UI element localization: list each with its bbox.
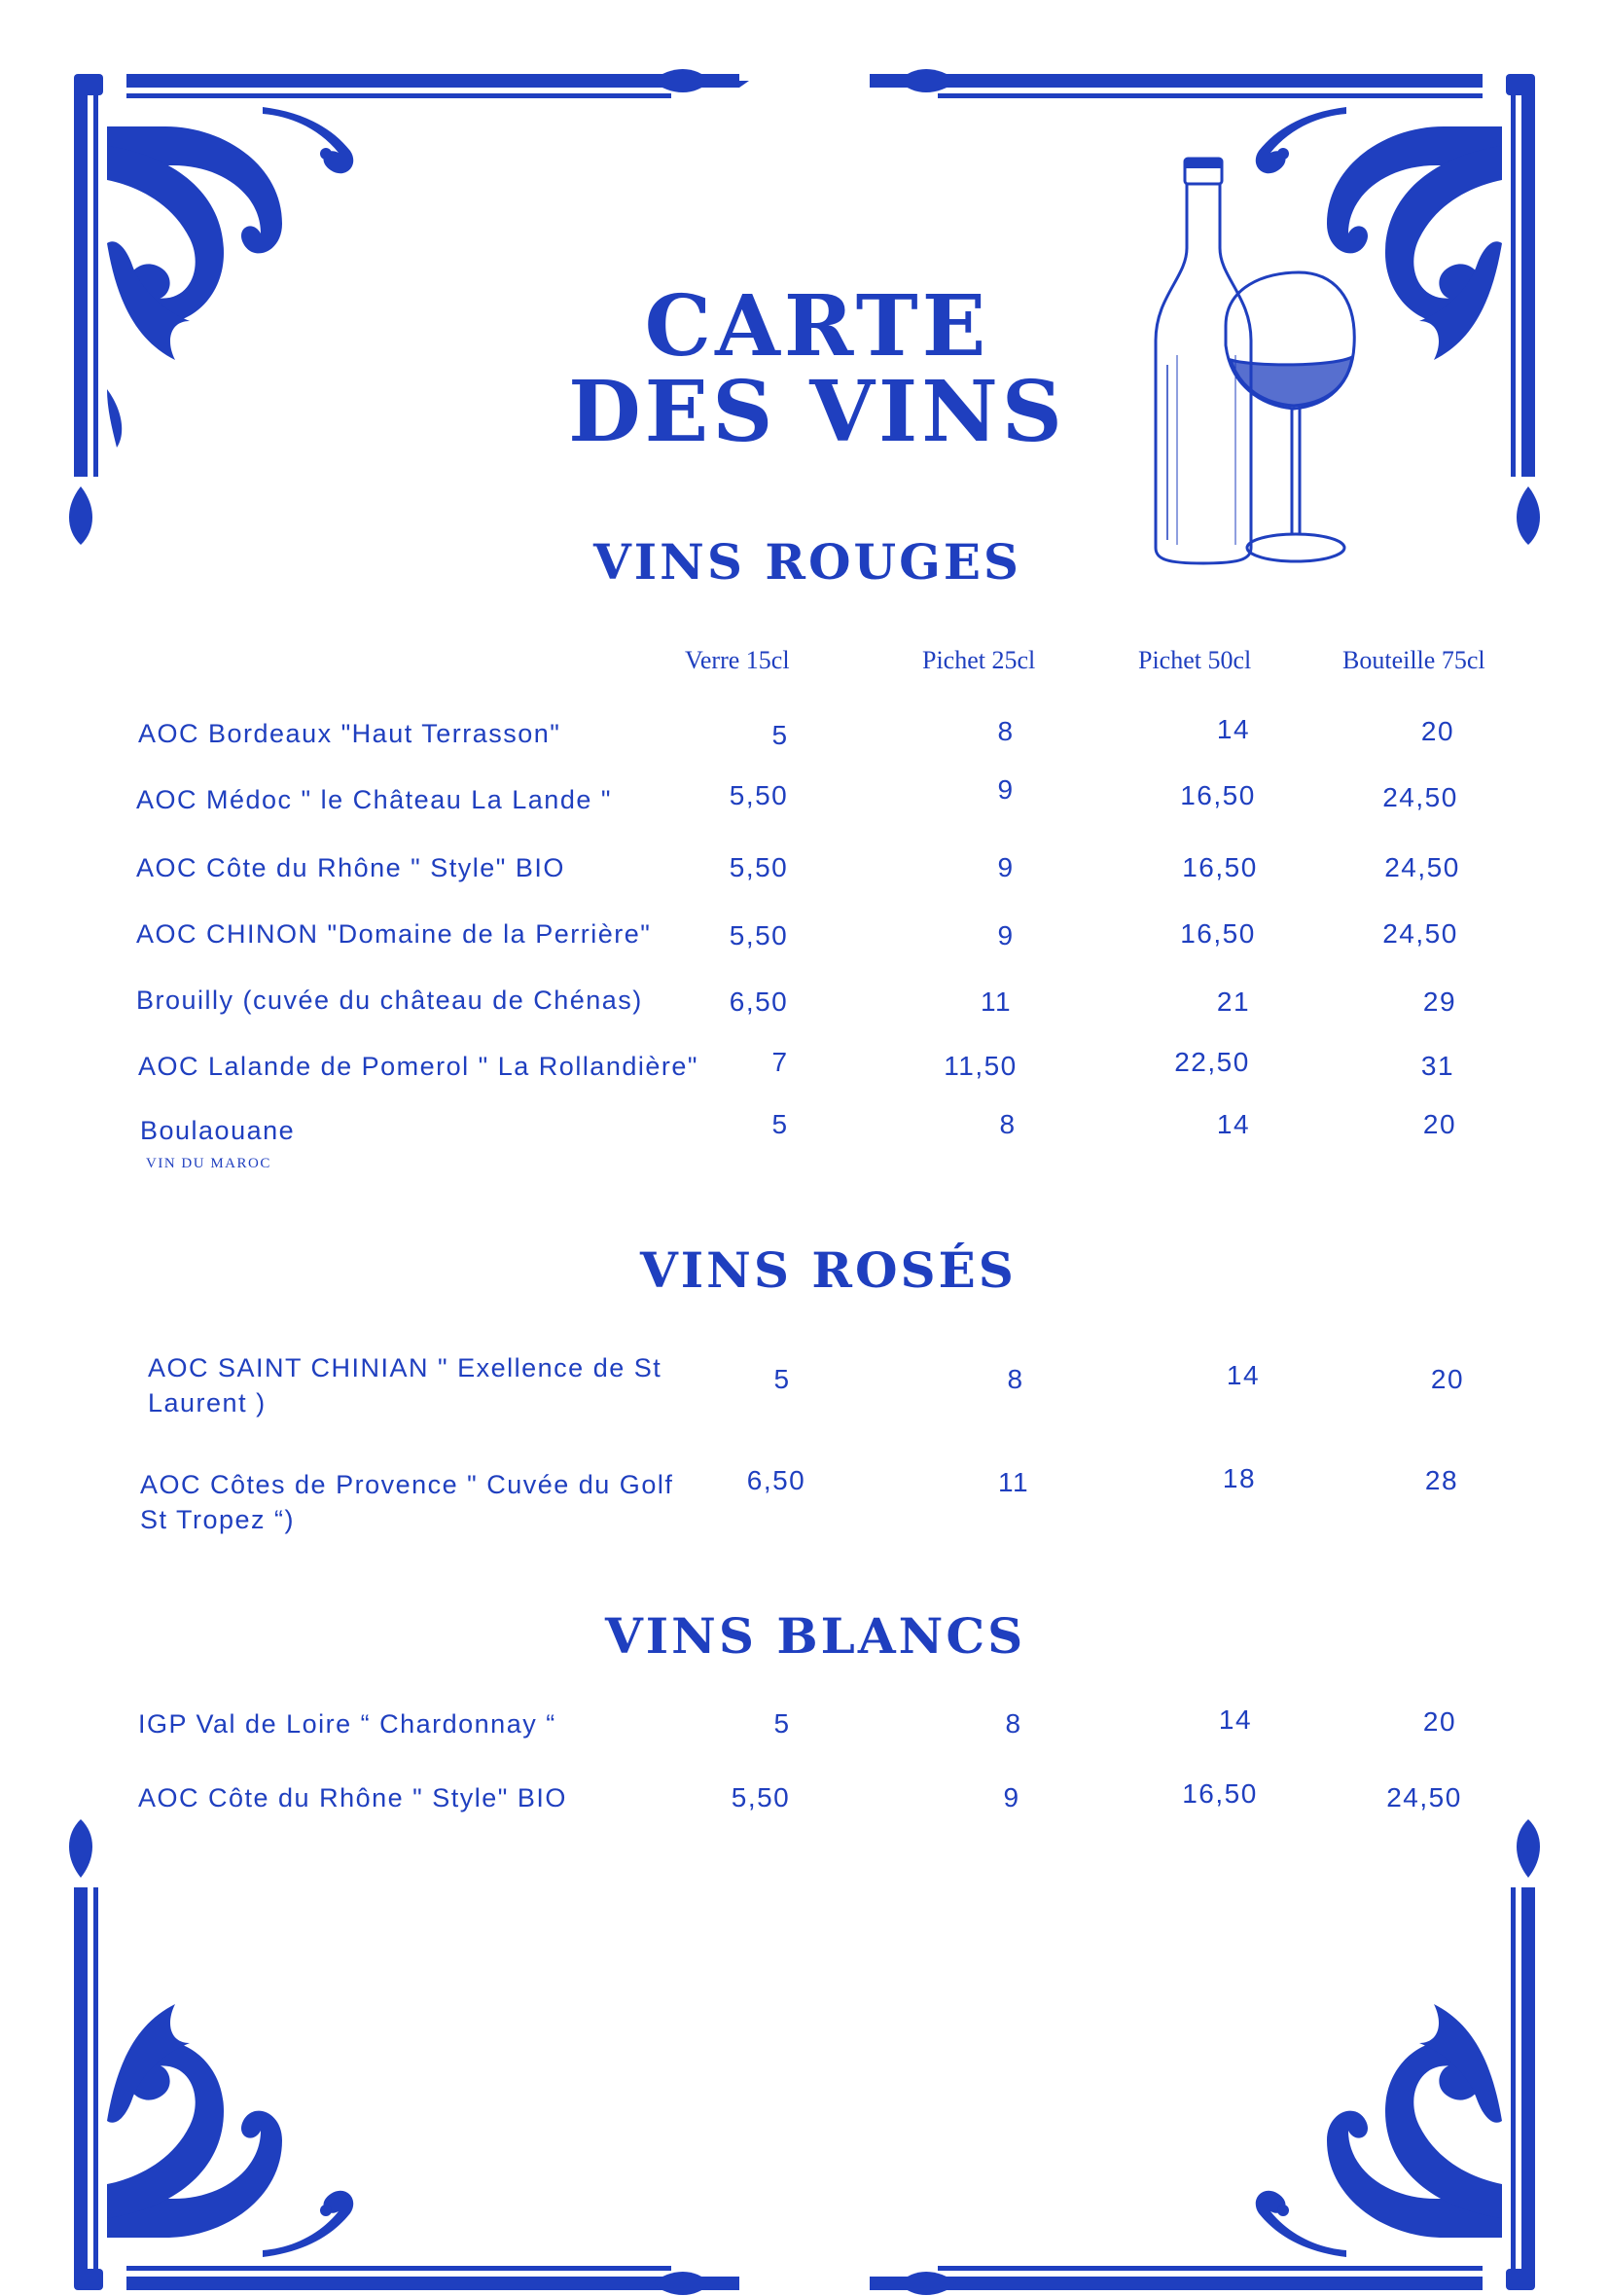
price-verre: 6,50	[729, 987, 789, 1017]
corner-ornament-bottom-right	[860, 1810, 1541, 2296]
corner-ornament-bottom-left	[68, 1810, 749, 2296]
wine-name: Boulaouane	[140, 1116, 296, 1145]
wine-row	[0, 916, 1609, 985]
price-pichet-25: 8	[999, 1109, 1017, 1139]
price-pichet-25: 11	[997, 1467, 1030, 1497]
price-pichet-25: 9	[997, 774, 1015, 805]
price-pichet-25: 9	[997, 852, 1015, 882]
wine-name: Brouilly (cuvée du château de Chénas)	[136, 986, 643, 1015]
wine-name: AOC Côtes de Provence " Cuvée du Golf St Tropez “)	[140, 1470, 674, 1534]
wine-name: AOC Lalande de Pomerol " La Rollandière"	[138, 1052, 698, 1081]
price-pichet-25: 11,50	[944, 1051, 1018, 1081]
wine-origin-note: VIN DU MAROC	[146, 1156, 271, 1171]
price-verre: 5,50	[729, 852, 789, 882]
price-bouteille: 24,50	[1384, 852, 1460, 882]
price-bouteille: 24,50	[1382, 918, 1458, 949]
price-pichet-50: 16,50	[1180, 780, 1256, 810]
wine-row	[0, 1706, 1609, 1775]
price-bouteille: 28	[1424, 1465, 1459, 1495]
wine-row	[0, 1350, 1609, 1428]
price-verre: 5	[771, 720, 789, 750]
price-verre: 5	[773, 1708, 791, 1739]
wine-name: AOC Médoc " le Château La Lande "	[136, 785, 612, 814]
price-pichet-50: 16,50	[1182, 852, 1258, 882]
ornament-icon	[68, 1810, 749, 2296]
wine-name: AOC Bordeaux "Haut Terrasson"	[138, 719, 561, 748]
column-header-verre: Verre 15cl	[685, 646, 790, 674]
price-pichet-25: 11	[980, 987, 1013, 1017]
price-pichet-25: 8	[997, 716, 1015, 746]
wine-row	[0, 983, 1609, 1051]
price-pichet-50: 21	[1216, 987, 1251, 1017]
price-pichet-50: 14	[1216, 1109, 1251, 1139]
price-bouteille: 20	[1430, 1364, 1465, 1394]
page-title-line-2: DES VINS	[568, 363, 1066, 461]
price-bouteille: 29	[1422, 987, 1457, 1017]
wine-row	[0, 1109, 1609, 1181]
page-title	[545, 277, 1090, 461]
price-verre: 7	[771, 1047, 789, 1077]
wine-name: AOC Côte du Rhône " Style" BIO	[138, 1783, 567, 1812]
wine-row	[0, 716, 1609, 784]
price-bouteille: 20	[1422, 1109, 1457, 1139]
price-pichet-50: 14	[1216, 714, 1251, 744]
price-bouteille: 20	[1422, 1706, 1457, 1737]
wine-row	[0, 1780, 1609, 1848]
price-bouteille: 31	[1420, 1051, 1455, 1081]
section-title-rouges: VINS ROUGES	[593, 533, 1022, 591]
ornament-icon	[860, 1810, 1541, 2296]
wine-bottle-and-glass-illustration	[1138, 151, 1362, 579]
price-pichet-25: 8	[1007, 1364, 1024, 1394]
column-header-bouteille: Bouteille 75cl	[1342, 646, 1485, 674]
price-bouteille: 24,50	[1382, 782, 1458, 812]
price-pichet-50: 16,50	[1180, 918, 1256, 949]
price-verre: 5	[771, 1109, 789, 1139]
price-verre: 5,50	[729, 780, 789, 810]
price-verre: 6,50	[746, 1465, 806, 1495]
section-title-blancs: VINS BLANCS	[605, 1607, 1026, 1665]
price-pichet-50: 14	[1226, 1360, 1261, 1390]
section-title-roses: VINS ROSÉS	[640, 1241, 1017, 1299]
price-pichet-25: 9	[997, 920, 1015, 951]
wine-name: AOC CHINON "Domaine de la Perrière"	[136, 919, 652, 949]
wine-row	[0, 850, 1609, 918]
price-pichet-50: 18	[1222, 1463, 1257, 1493]
wine-row	[0, 1049, 1609, 1117]
column-header-pichet-25: Pichet 25cl	[922, 646, 1036, 674]
wine-name: AOC SAINT CHINIAN " Exellence de St Laurent )	[148, 1353, 662, 1417]
price-verre: 5	[773, 1364, 791, 1394]
price-pichet-25: 8	[1005, 1708, 1022, 1739]
price-pichet-50: 22,50	[1174, 1047, 1250, 1077]
wine-bottle-icon	[1138, 151, 1362, 579]
wine-name: AOC Côte du Rhône " Style" BIO	[136, 853, 565, 882]
wine-row	[0, 1463, 1609, 1545]
price-bouteille: 24,50	[1386, 1782, 1462, 1812]
price-verre: 5,50	[729, 920, 789, 951]
price-verre: 5,50	[731, 1782, 791, 1812]
wine-row	[0, 774, 1609, 850]
price-pichet-50: 14	[1218, 1704, 1253, 1735]
price-bouteille: 20	[1420, 716, 1455, 746]
column-header-pichet-50: Pichet 50cl	[1138, 646, 1252, 674]
wine-name: IGP Val de Loire “ Chardonnay “	[138, 1709, 556, 1739]
price-pichet-50: 16,50	[1182, 1778, 1258, 1809]
price-pichet-25: 9	[1003, 1782, 1020, 1812]
page-title-line-1: CARTE	[644, 277, 990, 376]
